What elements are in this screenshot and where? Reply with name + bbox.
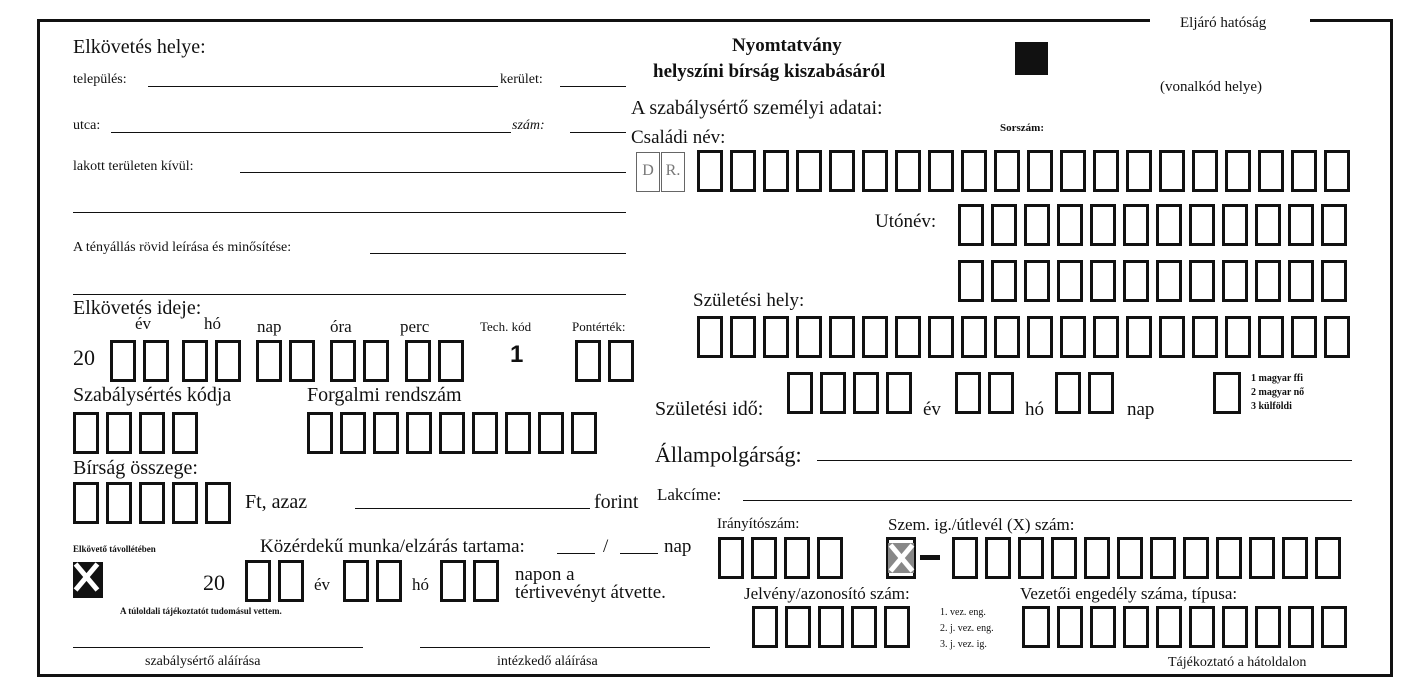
box[interactable] [884,606,910,648]
violation-code-label: Szabálysértés kódja [73,384,232,406]
box[interactable] [1156,204,1182,246]
officer-sign-label: intézkedő aláírása [497,654,598,669]
license-label: Vezetői engedély száma, típusa: [1020,584,1238,603]
box[interactable] [330,340,356,382]
box[interactable] [1024,260,1050,302]
box[interactable] [1123,260,1149,302]
box[interactable] [752,606,778,648]
box[interactable] [1093,316,1119,358]
box[interactable] [1222,260,1248,302]
settlement-label: település: [73,72,127,87]
box[interactable] [853,372,879,414]
officer-sign-line[interactable] [420,647,710,648]
offender-sign-line[interactable] [73,647,363,648]
gender-opt-3: 3 külföldi [1251,401,1292,412]
box[interactable] [1088,372,1114,414]
box[interactable] [730,316,756,358]
box[interactable] [730,150,756,192]
box[interactable] [1123,606,1149,648]
box[interactable] [1057,204,1083,246]
minute-label: perc [400,317,430,336]
facts-field[interactable] [370,253,626,254]
citizenship-field[interactable] [817,460,1352,461]
id-dash [920,555,940,560]
gender-opt-2: 2 magyar nő [1251,387,1305,398]
form-title-1: Nyomtatvány [732,35,842,56]
box[interactable] [1258,150,1284,192]
box[interactable] [886,372,912,414]
id-type-check-icon [888,543,914,573]
box[interactable] [1123,204,1149,246]
license-type-box[interactable] [1022,606,1050,648]
box[interactable] [472,412,498,454]
settlement-field[interactable] [148,86,498,87]
received-month-label: hó [412,575,429,594]
box[interactable] [994,316,1020,358]
box[interactable] [697,150,723,192]
box[interactable] [928,316,954,358]
box[interactable] [1084,537,1110,579]
plate-label: Forgalmi rendszám [307,384,462,406]
box[interactable] [1055,372,1081,414]
received-century: 20 [203,570,225,595]
date-minute-boxes[interactable] [405,340,471,382]
box[interactable] [1183,537,1209,579]
box[interactable] [110,340,136,382]
gender-opt-1: 1 magyar ffi [1251,373,1304,384]
box[interactable] [988,372,1014,414]
box[interactable] [817,537,843,579]
box[interactable] [245,560,271,602]
box[interactable] [505,412,531,454]
box[interactable] [1060,150,1086,192]
box[interactable] [1321,204,1347,246]
outside-field[interactable] [240,172,626,173]
given-name-boxes-2[interactable] [958,260,1354,302]
tech-code-value: 1 [510,341,524,368]
box[interactable] [787,372,813,414]
box[interactable] [139,412,165,454]
box[interactable] [851,606,877,648]
birth-year-label: év [923,399,941,420]
box[interactable] [955,372,981,414]
street-field[interactable] [111,132,511,133]
public-work-label: Közérdekű munka/elzárás tartama: [260,536,525,557]
box[interactable] [608,340,634,382]
box[interactable] [1027,150,1053,192]
box[interactable] [1090,204,1116,246]
box[interactable] [895,150,921,192]
box[interactable] [307,412,333,454]
date-hour-boxes[interactable] [330,340,396,382]
box[interactable] [751,537,777,579]
box[interactable] [1018,537,1044,579]
received-line-2: tértivevényt átvette. [515,582,666,603]
box[interactable] [73,412,99,454]
hour-label: óra [330,317,352,336]
box[interactable] [1222,204,1248,246]
box[interactable] [376,560,402,602]
box[interactable] [1321,260,1347,302]
box[interactable] [139,482,165,524]
box[interactable] [1156,606,1182,648]
box[interactable] [406,412,432,454]
id-label: Szem. ig./útlevél (X) szám: [888,515,1075,534]
box[interactable] [182,340,208,382]
license-number-boxes[interactable] [1057,606,1354,648]
absent-check-icon[interactable] [73,562,103,598]
box[interactable] [106,482,132,524]
box[interactable] [1060,316,1086,358]
birth-day-label: nap [1127,399,1155,420]
box[interactable] [215,340,241,382]
public-work-days-a[interactable] [557,553,595,554]
info-back-label: Tájékoztató a hátoldalon [1168,655,1307,670]
box[interactable] [961,316,987,358]
box[interactable] [1291,150,1317,192]
box[interactable] [1150,537,1176,579]
box[interactable] [763,150,789,192]
century-prefix: 20 [73,345,95,370]
box[interactable] [1324,316,1350,358]
id-number-boxes[interactable] [952,537,1348,579]
box[interactable] [763,316,789,358]
box[interactable] [1189,204,1215,246]
box[interactable] [796,150,822,192]
date-day-boxes[interactable] [256,340,322,382]
box[interactable] [958,204,984,246]
box[interactable] [1090,260,1116,302]
box[interactable] [1222,606,1248,648]
box[interactable] [538,412,564,454]
box[interactable] [991,260,1017,302]
box[interactable] [1057,260,1083,302]
fine-amount-boxes[interactable] [73,482,238,524]
badge-boxes[interactable] [752,606,917,648]
birth-day-boxes[interactable] [1055,372,1121,414]
barcode-place: (vonalkód helye) [1160,79,1263,95]
box[interactable] [1315,537,1341,579]
box[interactable] [256,340,282,382]
date-month-boxes[interactable] [182,340,248,382]
box[interactable] [1216,537,1242,579]
birth-date-label: Születési idő: [655,398,764,420]
box[interactable] [820,372,846,414]
forint-label: forint [594,491,639,513]
zip-label: Irányítószám: [717,516,800,532]
box[interactable] [172,412,198,454]
box[interactable] [985,537,1011,579]
public-work-unit: nap [664,536,692,557]
box[interactable] [1321,606,1347,648]
box[interactable] [172,482,198,524]
box[interactable] [1249,537,1275,579]
box[interactable] [862,316,888,358]
gender-box[interactable] [1213,372,1241,414]
serial-label: Sorszám: [1000,122,1044,134]
district-field[interactable] [560,86,626,87]
fine-amount-label: Bírság összege: [73,457,198,479]
box[interactable] [1051,537,1077,579]
day-label: nap [257,317,282,336]
box[interactable] [575,340,601,382]
received-month-boxes[interactable] [343,560,409,602]
outside-field-2[interactable] [73,212,626,213]
birth-month-boxes[interactable] [955,372,1021,414]
month-label: hó [204,314,221,333]
family-name-label: Családi név: [631,127,726,148]
box[interactable] [1024,204,1050,246]
box[interactable] [958,260,984,302]
fine-words-field[interactable] [355,508,590,509]
street-label: utca: [73,118,101,133]
address-label: Lakcíme: [657,485,722,504]
lic-opt-2: 2. j. vez. eng. [940,623,994,634]
violation-code-boxes[interactable] [73,412,205,454]
box[interactable] [1156,260,1182,302]
box[interactable] [1159,150,1185,192]
received-line-1: napon a [515,564,575,585]
box[interactable] [205,482,231,524]
box[interactable] [1324,150,1350,192]
points-label: Pontérték: [572,319,626,334]
box[interactable] [1189,260,1215,302]
box[interactable] [1192,316,1218,358]
received-year-boxes[interactable] [245,560,311,602]
box[interactable] [928,150,954,192]
received-year-label: év [314,575,331,594]
offender-sign-label: szabálysértő aláírása [145,654,261,669]
place-title: Elkövetés helye: [73,36,206,58]
box[interactable] [1288,204,1314,246]
box[interactable] [1291,316,1317,358]
currency-label: Ft, azaz [245,491,308,513]
box[interactable] [1027,316,1053,358]
box[interactable] [439,412,465,454]
box[interactable] [440,560,466,602]
birth-place-label: Születési hely: [693,290,805,311]
box[interactable] [784,537,810,579]
box[interactable] [289,340,315,382]
box[interactable] [785,606,811,648]
facts-label: A tényállás rövid leírása és minősítése: [73,240,292,255]
box[interactable] [340,412,366,454]
number-field[interactable] [570,132,626,133]
box[interactable] [405,340,431,382]
form-title-2: helyszíni bírság kiszabásáról [653,61,886,82]
box[interactable] [1126,316,1152,358]
box[interactable] [818,606,844,648]
box[interactable] [143,340,169,382]
year-label: év [135,314,152,333]
box[interactable] [829,150,855,192]
birth-place-boxes[interactable] [697,316,1357,358]
number-label: szám: [512,118,545,133]
authority-tab: Eljáró hatóság [1180,15,1267,31]
outside-label: lakott területen kívül: [73,159,194,174]
box[interactable] [343,560,369,602]
box[interactable] [697,316,723,358]
box[interactable] [278,560,304,602]
box[interactable] [1288,260,1314,302]
box[interactable] [718,537,744,579]
facts-field-2[interactable] [73,294,626,295]
person-title: A szabálysértő személyi adatai: [631,97,883,119]
box[interactable] [1255,260,1281,302]
box[interactable] [829,316,855,358]
box[interactable] [1057,606,1083,648]
box[interactable] [1189,606,1215,648]
public-work-sep: / [603,536,609,557]
given-name-label: Utónév: [875,211,937,232]
box[interactable] [961,150,987,192]
box[interactable] [1255,204,1281,246]
box[interactable] [1255,606,1281,648]
barcode-mark [1015,42,1048,75]
box[interactable] [473,560,499,602]
box[interactable] [438,340,464,382]
box[interactable] [73,482,99,524]
box[interactable] [363,340,389,382]
box[interactable] [1090,606,1116,648]
box[interactable] [796,316,822,358]
acknowledge-label: A túloldali tájékoztatót tudomásul vettem. [120,606,282,616]
box[interactable] [1282,537,1308,579]
box[interactable] [1225,150,1251,192]
box[interactable] [952,537,978,579]
received-day-boxes[interactable] [440,560,506,602]
box[interactable] [1159,316,1185,358]
box[interactable] [862,150,888,192]
points-boxes[interactable] [575,340,641,382]
box[interactable] [1093,150,1119,192]
dr-r-box: R. [661,152,685,192]
box[interactable] [1126,150,1152,192]
zip-boxes[interactable] [718,537,850,579]
citizenship-label: Állampolgárság: [655,442,802,467]
box[interactable] [1288,606,1314,648]
address-field[interactable] [743,500,1352,501]
public-work-days-b[interactable] [620,553,658,554]
birth-month-label: hó [1025,399,1044,420]
box[interactable] [1117,537,1143,579]
given-name-boxes-1[interactable] [958,204,1354,246]
box[interactable] [1225,316,1251,358]
box[interactable] [895,316,921,358]
box[interactable] [373,412,399,454]
box[interactable] [994,150,1020,192]
box[interactable] [991,204,1017,246]
date-year-boxes[interactable] [110,340,176,382]
tech-code-label: Tech. kód [480,319,532,334]
dr-d-box: D [636,152,660,192]
box[interactable] [571,412,597,454]
absent-label: Elkövető távollétében [73,544,156,554]
family-name-boxes[interactable] [697,150,1357,192]
box[interactable] [106,412,132,454]
plate-boxes[interactable] [307,412,604,454]
lic-opt-1: 1. vez. eng. [940,607,986,618]
district-label: kerület: [500,72,543,87]
box[interactable] [1192,150,1218,192]
birth-year-boxes[interactable] [787,372,919,414]
lic-opt-3: 3. j. vez. ig. [940,639,987,650]
badge-label: Jelvény/azonosító szám: [744,584,910,603]
time-title: Elkövetés ideje: [73,297,202,319]
box[interactable] [1258,316,1284,358]
